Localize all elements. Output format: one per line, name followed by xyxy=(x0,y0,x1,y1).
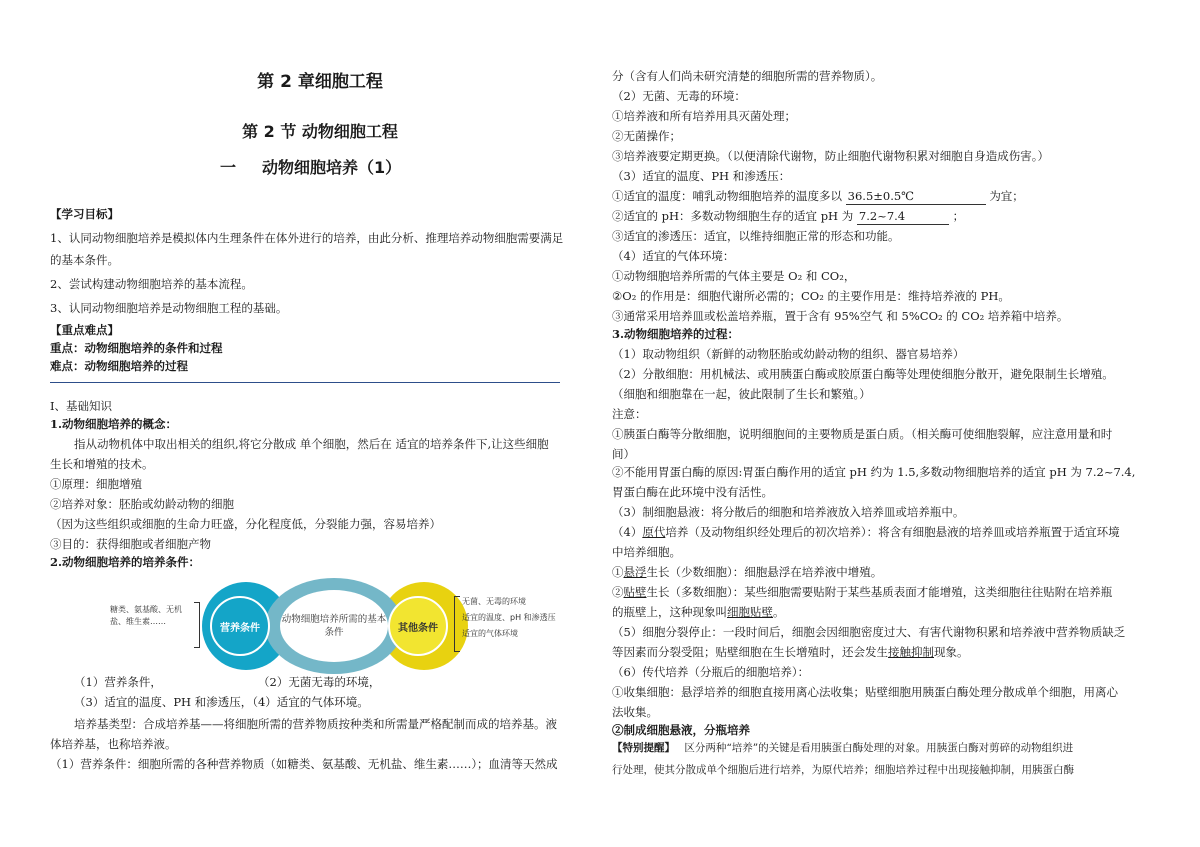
r-line-33: 法收集。 xyxy=(612,705,658,719)
section-divider xyxy=(50,382,560,383)
r-line-28 xyxy=(612,604,785,620)
r30-end: 现象。 xyxy=(934,645,969,659)
r26-text: 生长（少数细胞）：细胞悬浮在培养液中增殖。 xyxy=(646,565,883,579)
lesson-number: 一 xyxy=(220,158,237,177)
r-line-15: （1）取动物组织（新鲜的动物胚胎或幼龄动物的组织、器官易培养） xyxy=(612,347,965,361)
goal-1: 1、认同动物细胞培养是模拟体内生理条件在体外进行的培养，由此分析、推理培养动物细胞需要满足 xyxy=(50,231,564,245)
principle: ①原理：细胞增殖 xyxy=(50,477,142,491)
process-heading: 3.动物细胞培养的过程： xyxy=(612,327,740,341)
diagram-right-bracket xyxy=(454,596,460,652)
basics-heading: Ⅰ、基础知识 xyxy=(50,399,113,413)
difficult-point: 难点：动物细胞培养的过程 xyxy=(50,359,188,373)
r28-end: 。 xyxy=(773,605,785,619)
r-line-6: （3）适宜的温度、PH 和渗透压： xyxy=(612,169,791,183)
r-line-2: （2）无菌、无毒的环境： xyxy=(612,89,746,103)
lesson-title: 动物细胞培养（1） xyxy=(262,158,402,177)
r27-prefix: ② xyxy=(612,585,624,599)
adhesion-term: 细胞贴壁 xyxy=(727,605,773,619)
r-line-13: ③通常采用培养皿或松盖培养瓶，置于含有 95%空气 和 5%CO₂ 的 CO₂ 培养箱中培养。 xyxy=(612,309,1069,323)
r-line-31: （6）传代培养（分瓶后的细胞培养）： xyxy=(612,665,810,679)
diagram-nutrition-circle: 营养条件 xyxy=(210,596,270,656)
ph-text-end: ； xyxy=(952,209,965,223)
diagram-other-item-3: 适宜的气体环境 xyxy=(462,629,518,638)
r-line-20: 间） xyxy=(612,447,635,461)
r-line-1: 分（含有人们尚未研究清楚的细胞所需的营养物质）。 xyxy=(612,69,883,83)
r27-text: 生长（多数细胞）：某些细胞需要贴附于某些基质表面才能增殖，这类细胞往往贴附在培养瓶 xyxy=(646,585,1113,599)
special-reminder-text: 区分两种“培养”的关键是看用胰蛋白酶处理的对象。用胰蛋白酶对剪碎的动物组织进 xyxy=(684,742,1074,754)
r-line-19: ①胰蛋白酶等分散细胞，说明细胞间的主要物质是蛋白质。（相关酶可使细胞裂解，应注意用量和时 xyxy=(612,427,1113,441)
r-line-25: 中培养细胞。 xyxy=(612,545,681,559)
condition-1: （1）营养条件， xyxy=(74,675,162,689)
ph-blank: 7.2~7.4 xyxy=(857,208,949,225)
temperature-blank: 36.5±0.5℃ xyxy=(846,188,986,205)
diagram-nutrition-list: 糖类、氨基酸、无机盐、维生素…… xyxy=(110,605,182,626)
concept-text-cont: 生长和增殖的技术。 xyxy=(50,457,154,471)
r26-prefix: ① xyxy=(612,565,624,579)
medium-type-cont: 体培养基，也称培养液。 xyxy=(50,737,177,751)
culture-purpose: ③目的：获得细胞或者细胞产物 xyxy=(50,537,211,551)
concept-heading: 1.动物细胞培养的概念： xyxy=(50,417,178,431)
diagram-left-bracket xyxy=(194,602,200,648)
nutrition-conditions: （1）营养条件：细胞所需的各种营养物质（如糖类、氨基酸、无机盐、维生素……）；血清等天然成 xyxy=(50,757,558,771)
r-line-23: （3）制细胞悬液：将分散后的细胞和培养液放入培养皿或培养瓶中。 xyxy=(612,505,965,519)
condition-2: （2）无菌无毒的环境， xyxy=(258,675,381,689)
key-heading: 【重点难点】 xyxy=(50,323,119,337)
diagram-center-circle: 动物细胞培养所需的基本条件 xyxy=(280,590,388,662)
r-line-10: （4）适宜的气体环境： xyxy=(612,249,735,263)
conditions-diagram xyxy=(110,578,556,668)
ph-text: ②适宜的 pH：多数动物细胞生存的适宜 pH 为 xyxy=(612,209,854,223)
r24-prefix: （4） xyxy=(612,525,643,539)
goal-2: 2、尝试构建动物细胞培养的基本流程。 xyxy=(50,277,253,291)
r24-text: 培养（及动物组织经处理后的初次培养）：将含有细胞悬液的培养皿或培养瓶置于适宜环境 xyxy=(665,525,1120,539)
culture-object: ②培养对象：胚胎或幼龄动物的细胞 xyxy=(50,497,234,511)
r-line-17: （细胞和细胞靠在一起，彼此限制了生长和繁殖。） xyxy=(612,387,871,401)
r-line-4: ②无菌操作； xyxy=(612,129,681,143)
temperature-text-end: 为宜； xyxy=(989,189,1024,203)
r-line-29: （5）细胞分裂停止：一段时间后，细胞会因细胞密度过大、有害代谢物积累和培养液中营养物质缺乏 xyxy=(612,625,1126,639)
r-line-12: ②O₂ 的作用是：细胞代谢所必需的；CO₂ 的主要作用是：维持培养液的 PH。 xyxy=(612,289,1010,303)
r-line-35 xyxy=(612,740,1073,756)
r30-text: 等因素而分裂受阻；贴壁细胞在生长增殖时，还会发生 xyxy=(612,645,888,659)
chapter-title: 第 2 章细胞工程 xyxy=(257,72,383,92)
condition-3-4: （3）适宜的温度、PH 和渗透压，（4）适宜的气体环境。 xyxy=(74,695,369,709)
r-line-32: ①收集细胞：悬浮培养的细胞直接用离心法收集；贴壁细胞用胰蛋白酶处理分散成单个细胞，用离心 xyxy=(612,685,1118,699)
r28-text: 的瓶壁上，这种现象叫 xyxy=(612,605,727,619)
goals-heading: 【学习目标】 xyxy=(50,207,119,221)
r-line-3: ①培养液和所有培养用具灭菌处理； xyxy=(612,109,796,123)
primary-culture-term: 原代 xyxy=(642,525,666,539)
adherent-term: 贴壁 xyxy=(623,585,647,599)
r-line-24 xyxy=(612,524,1120,540)
r-line-36: 行处理，使其分散成单个细胞后进行培养，为原代培养；细胞培养过程中出现接触抑制，用胰蛋白酶 xyxy=(612,764,1074,776)
r-line-9: ③适宜的渗透压：适宜，以维持细胞正常的形态和功能。 xyxy=(612,229,900,243)
r-line-27 xyxy=(612,584,1112,600)
conditions-heading: 2.动物细胞培养的培养条件： xyxy=(50,555,201,569)
diagram-other-item-1: 无菌、无毒的环境 xyxy=(462,597,526,606)
r-line-34: ②制成细胞悬液，分瓶培养 xyxy=(612,723,750,737)
suspension-term: 悬浮 xyxy=(623,565,647,579)
culture-object-reason: （因为这些组织或细胞的生命力旺盛，分化程度低，分裂能力强，容易培养） xyxy=(50,517,441,531)
goal-3: 3、认同动物细胞培养是动物细胞工程的基础。 xyxy=(50,301,288,315)
r-line-5: ③培养液要定期更换。（以便清除代谢物，防止细胞代谢物积累对细胞自身造成伤害。） xyxy=(612,149,1049,163)
r-line-18: 注意： xyxy=(612,407,647,421)
r-line-26 xyxy=(612,564,882,580)
concept-text: 指从动物机体中取出相关的组织,将它分散成 单个细胞，然后在 适宜的培养条件下,让这些细胞 xyxy=(74,437,549,451)
contact-inhibition-term: 接触抑制 xyxy=(888,645,934,659)
temperature-text: ①适宜的温度：哺乳动物细胞培养的温度多以 xyxy=(612,189,842,203)
r-line-7 xyxy=(612,188,1024,205)
medium-type: 培养基类型：合成培养基——将细胞所需的营养物质按种类和所需量严格配制而成的培养基。液 xyxy=(74,717,557,731)
r-line-21: ②不能用胃蛋白酶的原因:胃蛋白酶作用的适宜 pH 约为 1.5,多数动物细胞培养的适宜 pH 为 7.2~7.4, xyxy=(612,465,1136,479)
r-line-16: （2）分散细胞：用机械法、或用胰蛋白酶或胶原蛋白酶等处理使细胞分散开，避免限制生长增殖。 xyxy=(612,367,1114,381)
r-line-30 xyxy=(612,644,969,660)
r-line-22: 胃蛋白酶在此环境中没有活性。 xyxy=(612,485,773,499)
diagram-other-circle: 其他条件 xyxy=(388,596,448,656)
goal-1-cont: 的基本条件。 xyxy=(50,253,119,267)
section-title: 第 2 节 动物细胞工程 xyxy=(242,122,398,141)
special-reminder-tag: 【特别提醒】 xyxy=(612,742,675,754)
r-line-11: ①动物细胞培养所需的气体主要是 O₂ 和 CO₂， xyxy=(612,269,856,283)
r-line-8 xyxy=(612,208,964,225)
key-point: 重点：动物细胞培养的条件和过程 xyxy=(50,341,223,355)
diagram-other-item-2: 适宜的温度、pH 和渗透压 xyxy=(462,613,556,622)
